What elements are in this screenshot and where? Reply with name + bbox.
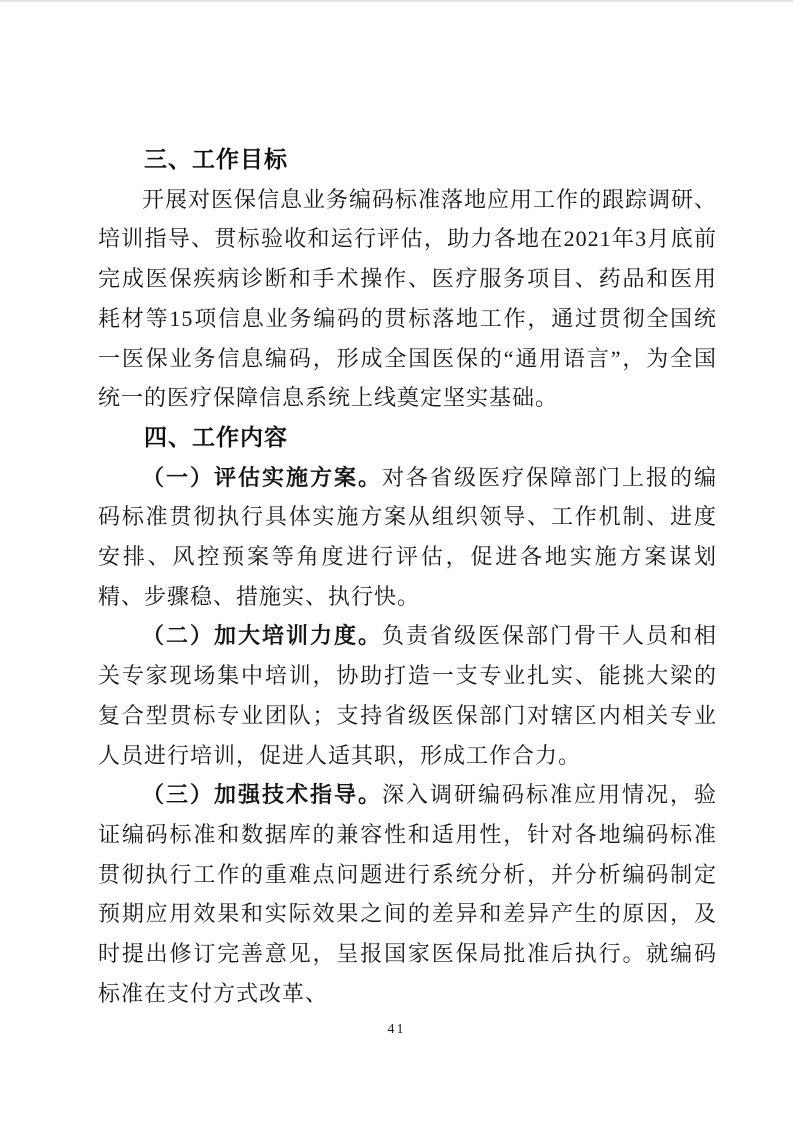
- page-top-edge: [0, 0, 793, 2]
- document-body: [98, 140, 717, 1013]
- item-2-lead: （二）加大培训力度。: [142, 623, 382, 649]
- section-heading-work-content: 四、工作内容: [144, 423, 288, 450]
- item-3-text: 深入调研编码标准应用情况，验证编码标准和数据库的兼容性和适用性，针对各地编码标准贯彻执行工作的重难点问题进行系统分析，并分析编码制定预期应用效果和实际效果之间的差异和差异产生的原因，及时提出修订完善意见，呈报国家医保局批准后执行。就编码标准在支付方式改革、: [98, 782, 717, 1006]
- paragraph-work-goals: 开展对医保信息业务编码标准落地应用工作的跟踪调研、培训指导、贯标验收和运行评估，助力各地在2021年3月底前完成医保疾病诊断和手术操作、医疗服务项目、药品和医用耗材等15项信息业务编码的贯标落地工作，通过贯彻全国统一医保业务信息编码，形成全国医保的“通用语言”，为全国统一的医疗保障信息系统上线奠定坚实基础。: [98, 186, 718, 411]
- item-1-text: 对各省级医疗保障部门上报的编码标准贯彻执行具体实施方案从组织领导、工作机制、进度安排、风控预案等角度进行评估，促进各地实施方案谋划精、步骤稳、措施实、执行快。: [98, 464, 717, 609]
- paragraph-item-1: [98, 458, 717, 617]
- item-3-lead: （三）加强技术指导。: [142, 782, 382, 808]
- section-heading-work-goals: 三、工作目标: [144, 146, 288, 172]
- page-number: 41: [387, 1022, 406, 1037]
- item-1-lead: （一）评估实施方案。: [142, 464, 382, 490]
- item-2-text: 负责省级医保部门骨干人员和相关专家现场集中培训，协助打造一支专业扎实、能挑大梁的复合型贯标专业团队；支持省级医保部门对辖区内相关专业人员进行培训，促进人适其职，形成工作合力。: [98, 623, 717, 768]
- paragraph-item-2: [98, 616, 717, 775]
- paragraph-item-3: [98, 775, 717, 1013]
